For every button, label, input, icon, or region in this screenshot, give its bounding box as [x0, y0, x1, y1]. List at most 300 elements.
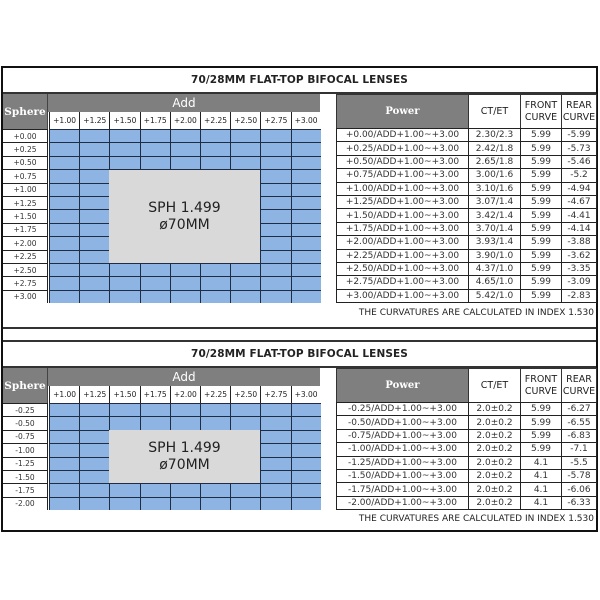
- power-cell: +1.25/ADD+1.00~+3.00: [336, 195, 468, 208]
- sphere-value: -1.00: [3, 443, 48, 456]
- ctet-cell: 2.0±0.2: [468, 415, 520, 428]
- rear-curve-cell: -6.27: [561, 402, 597, 415]
- rear-curve-cell: -4.67: [561, 195, 597, 208]
- availability-cell: [79, 142, 109, 155]
- power-cell: -1.75/ADD+1.00~+3.00: [336, 482, 468, 495]
- sphere-value: +2.75: [3, 276, 48, 289]
- availability-cell: [260, 290, 290, 303]
- spec-sheet-frame: [1, 66, 598, 532]
- availability-cell: [79, 416, 109, 429]
- sphere-value: +1.75: [3, 223, 48, 236]
- availability-cell: [230, 276, 260, 289]
- rear-curve-cell: -5.2: [561, 168, 597, 181]
- ctet-cell: 2.0±0.2: [468, 442, 520, 455]
- ctet-cell: 2.0±0.2: [468, 429, 520, 442]
- lens-spec-diameter: ø70MM: [159, 216, 210, 233]
- table-row: [336, 128, 597, 141]
- rear-curve-cell: -3.35: [561, 262, 597, 275]
- availability-cell: [49, 156, 79, 169]
- availability-cell: [109, 142, 139, 155]
- power-cell: +2.50/ADD+1.00~+3.00: [336, 262, 468, 275]
- rear-curve-cell: -6.55: [561, 415, 597, 428]
- ctet-cell: 2.0±0.2: [468, 402, 520, 415]
- power-cell: +0.50/ADD+1.00~+3.00: [336, 155, 468, 168]
- front-curve-cell: 5.99: [520, 208, 561, 221]
- power-cell: +2.75/ADD+1.00~+3.00: [336, 275, 468, 288]
- front-curve-cell: 5.99: [520, 429, 561, 442]
- availability-cell: [260, 497, 290, 510]
- availability-cell: [140, 403, 170, 416]
- availability-cell: [79, 196, 109, 209]
- availability-cell: [49, 497, 79, 510]
- ctet-cell: 2.0±0.2: [468, 469, 520, 482]
- curvature-note: THE CURVATURES ARE CALCULATED IN INDEX 1.530: [358, 308, 594, 318]
- header-power: Power: [336, 94, 468, 128]
- availability-cell: [260, 263, 290, 276]
- availability-cell: [291, 443, 321, 456]
- availability-cell: [260, 443, 290, 456]
- availability-cell: [49, 470, 79, 483]
- availability-cell: [260, 276, 290, 289]
- add-value: +1.00: [49, 386, 79, 403]
- table-row: [336, 168, 597, 181]
- header-ctet: CT/ET: [468, 94, 520, 128]
- table-row: [336, 289, 597, 302]
- rear-curve-cell: -6.06: [561, 482, 597, 495]
- availability-cell: [200, 497, 230, 510]
- availability-cell: [260, 169, 290, 182]
- power-table-header: [336, 368, 597, 402]
- availability-cell: [49, 290, 79, 303]
- availability-cell: [291, 416, 321, 429]
- availability-cell: [79, 236, 109, 249]
- availability-cell: [260, 470, 290, 483]
- header-power: Power: [336, 368, 468, 402]
- availability-cell: [291, 263, 321, 276]
- rear-curve-cell: -4.41: [561, 208, 597, 221]
- add-value: +2.25: [200, 386, 230, 403]
- header-rear-curve: REAR CURVE: [561, 368, 597, 402]
- table-row: [336, 469, 597, 482]
- availability-cell: [49, 403, 79, 416]
- availability-cell: [291, 470, 321, 483]
- front-curve-cell: 5.99: [520, 249, 561, 262]
- ctet-cell: 3.07/1.4: [468, 195, 520, 208]
- front-curve-cell: 5.99: [520, 155, 561, 168]
- table-row: [336, 262, 597, 275]
- table-row: [336, 275, 597, 288]
- power-cell: +1.00/ADD+1.00~+3.00: [336, 182, 468, 195]
- add-value: +3.00: [291, 386, 321, 403]
- availability-cell: [109, 497, 139, 510]
- availability-cell: [49, 142, 79, 155]
- front-curve-cell: 5.99: [520, 289, 561, 302]
- curvature-note: THE CURVATURES ARE CALCULATED IN INDEX 1.530: [358, 514, 594, 524]
- ctet-cell: 2.0±0.2: [468, 482, 520, 495]
- availability-cell: [260, 236, 290, 249]
- table-row: [336, 496, 597, 509]
- availability-cell: [109, 276, 139, 289]
- ctet-cell: 2.30/2.3: [468, 128, 520, 141]
- sphere-value: +1.50: [3, 209, 48, 222]
- section-title: 70/28MM FLAT-TOP BIFOCAL LENSES: [3, 342, 596, 368]
- front-curve-cell: 5.99: [520, 262, 561, 275]
- section-title: 70/28MM FLAT-TOP BIFOCAL LENSES: [3, 68, 596, 94]
- add-value: +1.25: [79, 112, 109, 129]
- add-value: +1.75: [140, 112, 170, 129]
- front-curve-cell: 5.99: [520, 415, 561, 428]
- availability-cell: [291, 457, 321, 470]
- availability-cell: [109, 290, 139, 303]
- front-curve-cell: 5.99: [520, 222, 561, 235]
- section-divider: [3, 327, 596, 329]
- availability-cell: [79, 497, 109, 510]
- sphere-value: +0.50: [3, 156, 48, 169]
- availability-cell: [49, 250, 79, 263]
- availability-cell: [200, 142, 230, 155]
- availability-cell: [170, 416, 200, 429]
- front-curve-cell: 5.99: [520, 168, 561, 181]
- add-value: +1.50: [109, 112, 139, 129]
- availability-cell: [170, 403, 200, 416]
- availability-cell: [291, 276, 321, 289]
- power-cell: -1.50/ADD+1.00~+3.00: [336, 469, 468, 482]
- availability-cell: [260, 129, 290, 142]
- rear-curve-cell: -5.5: [561, 456, 597, 469]
- lens-spec-box: [109, 430, 260, 483]
- add-value: +2.25: [200, 112, 230, 129]
- power-cell: +1.75/ADD+1.00~+3.00: [336, 222, 468, 235]
- sphere-value: +0.00: [3, 129, 48, 142]
- availability-cell: [79, 470, 109, 483]
- rear-curve-cell: -7.1: [561, 442, 597, 455]
- sphere-value: +0.75: [3, 169, 48, 182]
- sphere-value: +1.00: [3, 183, 48, 196]
- availability-cell: [49, 196, 79, 209]
- sphere-value: -0.25: [3, 403, 48, 416]
- availability-cell: [140, 416, 170, 429]
- availability-cell: [109, 129, 139, 142]
- ctet-cell: 3.00/1.6: [468, 168, 520, 181]
- table-row: [336, 402, 597, 415]
- availability-cell: [200, 483, 230, 496]
- availability-cell: [291, 196, 321, 209]
- sphere-value: +2.25: [3, 250, 48, 263]
- sphere-header: Sphere: [3, 94, 48, 129]
- availability-cell: [109, 403, 139, 416]
- availability-cell: [79, 290, 109, 303]
- front-curve-cell: 5.99: [520, 402, 561, 415]
- power-cell: +1.50/ADD+1.00~+3.00: [336, 208, 468, 221]
- ctet-cell: 2.42/1.8: [468, 141, 520, 154]
- power-cell: -1.25/ADD+1.00~+3.00: [336, 456, 468, 469]
- add-values-row: [49, 386, 321, 403]
- availability-cell: [291, 483, 321, 496]
- lens-spec-diameter: ø70MM: [159, 456, 210, 473]
- availability-cell: [79, 403, 109, 416]
- availability-cell: [140, 483, 170, 496]
- front-curve-cell: 4.1: [520, 496, 561, 509]
- front-curve-cell: 4.1: [520, 469, 561, 482]
- power-cell: -2.00/ADD+1.00~+3.00: [336, 496, 468, 509]
- availability-cell: [79, 457, 109, 470]
- availability-cell: [49, 236, 79, 249]
- add-value: +1.50: [109, 386, 139, 403]
- front-curve-cell: 5.99: [520, 275, 561, 288]
- availability-cell: [79, 276, 109, 289]
- availability-cell: [260, 209, 290, 222]
- availability-cell: [79, 263, 109, 276]
- rear-curve-cell: -6.83: [561, 429, 597, 442]
- availability-cell: [170, 290, 200, 303]
- sphere-value: +0.25: [3, 142, 48, 155]
- availability-cell: [291, 169, 321, 182]
- availability-cell: [49, 416, 79, 429]
- front-curve-cell: 5.99: [520, 235, 561, 248]
- availability-cell: [200, 416, 230, 429]
- availability-cell: [170, 497, 200, 510]
- add-value: +2.00: [170, 112, 200, 129]
- availability-cell: [291, 223, 321, 236]
- availability-cell: [79, 169, 109, 182]
- availability-cell: [260, 183, 290, 196]
- availability-cell: [230, 129, 260, 142]
- availability-cell: [291, 183, 321, 196]
- availability-cell: [260, 403, 290, 416]
- header-front-curve: FRONT CURVE: [520, 368, 561, 402]
- header-front-curve: FRONT CURVE: [520, 94, 561, 128]
- availability-cell: [260, 142, 290, 155]
- add-value: +2.00: [170, 386, 200, 403]
- sphere-values-column: [3, 129, 48, 303]
- front-curve-cell: 4.1: [520, 482, 561, 495]
- availability-cell: [109, 263, 139, 276]
- front-curve-cell: 5.99: [520, 195, 561, 208]
- availability-cell: [230, 156, 260, 169]
- availability-cell: [79, 223, 109, 236]
- availability-cell: [291, 403, 321, 416]
- availability-cell: [79, 183, 109, 196]
- availability-cell: [49, 169, 79, 182]
- power-cell: +2.00/ADD+1.00~+3.00: [336, 235, 468, 248]
- power-cell: -0.75/ADD+1.00~+3.00: [336, 429, 468, 442]
- table-row: [336, 429, 597, 442]
- rear-curve-cell: -5.46: [561, 155, 597, 168]
- availability-cell: [140, 497, 170, 510]
- front-curve-cell: 5.99: [520, 141, 561, 154]
- header-rear-curve: REAR CURVE: [561, 94, 597, 128]
- power-table-body: [336, 128, 597, 303]
- sphere-value: -1.50: [3, 470, 48, 483]
- availability-cell: [170, 142, 200, 155]
- availability-cell: [200, 129, 230, 142]
- rear-curve-cell: -3.62: [561, 249, 597, 262]
- availability-cell: [291, 129, 321, 142]
- sphere-header: Sphere: [3, 368, 48, 403]
- ctet-cell: 5.42/1.0: [468, 289, 520, 302]
- rear-curve-cell: -3.09: [561, 275, 597, 288]
- power-cell: +3.00/ADD+1.00~+3.00: [336, 289, 468, 302]
- add-header: Add: [48, 94, 320, 112]
- ctet-cell: 3.42/1.4: [468, 208, 520, 221]
- availability-cell: [79, 443, 109, 456]
- rear-curve-cell: -5.78: [561, 469, 597, 482]
- availability-cell: [49, 276, 79, 289]
- availability-cell: [140, 263, 170, 276]
- availability-cell: [109, 416, 139, 429]
- availability-cell: [260, 457, 290, 470]
- availability-cell: [49, 223, 79, 236]
- availability-cell: [140, 276, 170, 289]
- availability-cell: [291, 430, 321, 443]
- sphere-value: +2.50: [3, 263, 48, 276]
- availability-cell: [140, 142, 170, 155]
- availability-cell: [230, 497, 260, 510]
- power-cell: -0.50/ADD+1.00~+3.00: [336, 415, 468, 428]
- add-value: +2.75: [260, 386, 290, 403]
- availability-cell: [291, 236, 321, 249]
- ctet-cell: 3.93/1.4: [468, 235, 520, 248]
- availability-cell: [170, 129, 200, 142]
- availability-cell: [200, 276, 230, 289]
- rear-curve-cell: -6.33: [561, 496, 597, 509]
- availability-cell: [49, 183, 79, 196]
- rear-curve-cell: -2.83: [561, 289, 597, 302]
- table-row: [336, 141, 597, 154]
- add-value: +1.25: [79, 386, 109, 403]
- power-cell: +2.25/ADD+1.00~+3.00: [336, 249, 468, 262]
- availability-cell: [170, 483, 200, 496]
- ctet-cell: 2.65/1.8: [468, 155, 520, 168]
- lens-spec-material: SPH 1.499: [148, 439, 221, 456]
- availability-cell: [79, 430, 109, 443]
- front-curve-cell: 4.1: [520, 456, 561, 469]
- availability-cell: [291, 497, 321, 510]
- availability-cell: [49, 129, 79, 142]
- ctet-cell: 3.90/1.0: [468, 249, 520, 262]
- sphere-value: -0.50: [3, 416, 48, 429]
- sphere-value: -1.25: [3, 457, 48, 470]
- availability-cell: [79, 209, 109, 222]
- availability-cell: [49, 443, 79, 456]
- availability-cell: [170, 276, 200, 289]
- add-value: +2.50: [230, 112, 260, 129]
- lens-spec-box: [109, 170, 260, 263]
- add-header: Add: [48, 368, 320, 386]
- lens-spec-material: SPH 1.499: [148, 199, 221, 216]
- ctet-cell: 3.10/1.6: [468, 182, 520, 195]
- availability-cell: [260, 223, 290, 236]
- availability-cell: [200, 156, 230, 169]
- add-values-row: [49, 112, 321, 129]
- availability-cell: [230, 403, 260, 416]
- add-value: +2.75: [260, 112, 290, 129]
- power-table-body: [336, 402, 597, 510]
- table-row: [336, 222, 597, 235]
- availability-cell: [109, 156, 139, 169]
- availability-cell: [49, 483, 79, 496]
- availability-cell: [260, 416, 290, 429]
- availability-cell: [79, 250, 109, 263]
- availability-cell: [260, 196, 290, 209]
- table-row: [336, 155, 597, 168]
- power-cell: -1.00/ADD+1.00~+3.00: [336, 442, 468, 455]
- availability-cell: [291, 250, 321, 263]
- availability-cell: [79, 483, 109, 496]
- table-row: [336, 182, 597, 195]
- table-row: [336, 456, 597, 469]
- availability-cell: [230, 142, 260, 155]
- table-row: [336, 235, 597, 248]
- availability-cell: [140, 290, 170, 303]
- availability-cell: [49, 457, 79, 470]
- power-cell: +0.00/ADD+1.00~+3.00: [336, 128, 468, 141]
- availability-cell: [49, 430, 79, 443]
- add-value: +1.00: [49, 112, 79, 129]
- availability-cell: [200, 403, 230, 416]
- front-curve-cell: 5.99: [520, 182, 561, 195]
- rear-curve-cell: -4.14: [561, 222, 597, 235]
- availability-cell: [260, 483, 290, 496]
- availability-cell: [170, 263, 200, 276]
- ctet-cell: 4.65/1.0: [468, 275, 520, 288]
- availability-cell: [170, 156, 200, 169]
- availability-cell: [79, 129, 109, 142]
- availability-cell: [79, 156, 109, 169]
- availability-cell: [230, 483, 260, 496]
- sphere-value: -0.75: [3, 430, 48, 443]
- rear-curve-cell: -5.73: [561, 141, 597, 154]
- availability-cell: [200, 290, 230, 303]
- availability-cell: [140, 156, 170, 169]
- sphere-value: -1.75: [3, 483, 48, 496]
- availability-cell: [260, 156, 290, 169]
- sphere-value: +3.00: [3, 290, 48, 303]
- availability-cell: [260, 250, 290, 263]
- ctet-cell: 2.0±0.2: [468, 496, 520, 509]
- table-row: [336, 482, 597, 495]
- front-curve-cell: 5.99: [520, 442, 561, 455]
- table-row: [336, 249, 597, 262]
- table-row: [336, 415, 597, 428]
- ctet-cell: 4.37/1.0: [468, 262, 520, 275]
- availability-cell: [230, 290, 260, 303]
- availability-cell: [291, 290, 321, 303]
- availability-cell: [109, 483, 139, 496]
- ctet-cell: 2.0±0.2: [468, 456, 520, 469]
- header-ctet: CT/ET: [468, 368, 520, 402]
- availability-cell: [260, 430, 290, 443]
- availability-cell: [291, 142, 321, 155]
- sphere-value: +1.25: [3, 196, 48, 209]
- availability-cell: [230, 416, 260, 429]
- add-value: +2.50: [230, 386, 260, 403]
- ctet-cell: 3.70/1.4: [468, 222, 520, 235]
- sphere-value: +2.00: [3, 236, 48, 249]
- availability-cell: [291, 209, 321, 222]
- rear-curve-cell: -3.88: [561, 235, 597, 248]
- availability-cell: [49, 263, 79, 276]
- power-cell: +0.75/ADD+1.00~+3.00: [336, 168, 468, 181]
- rear-curve-cell: -4.94: [561, 182, 597, 195]
- availability-cell: [200, 263, 230, 276]
- availability-cell: [291, 156, 321, 169]
- power-cell: -0.25/ADD+1.00~+3.00: [336, 402, 468, 415]
- availability-cell: [140, 129, 170, 142]
- table-row: [336, 442, 597, 455]
- add-value: +1.75: [140, 386, 170, 403]
- add-value: +3.00: [291, 112, 321, 129]
